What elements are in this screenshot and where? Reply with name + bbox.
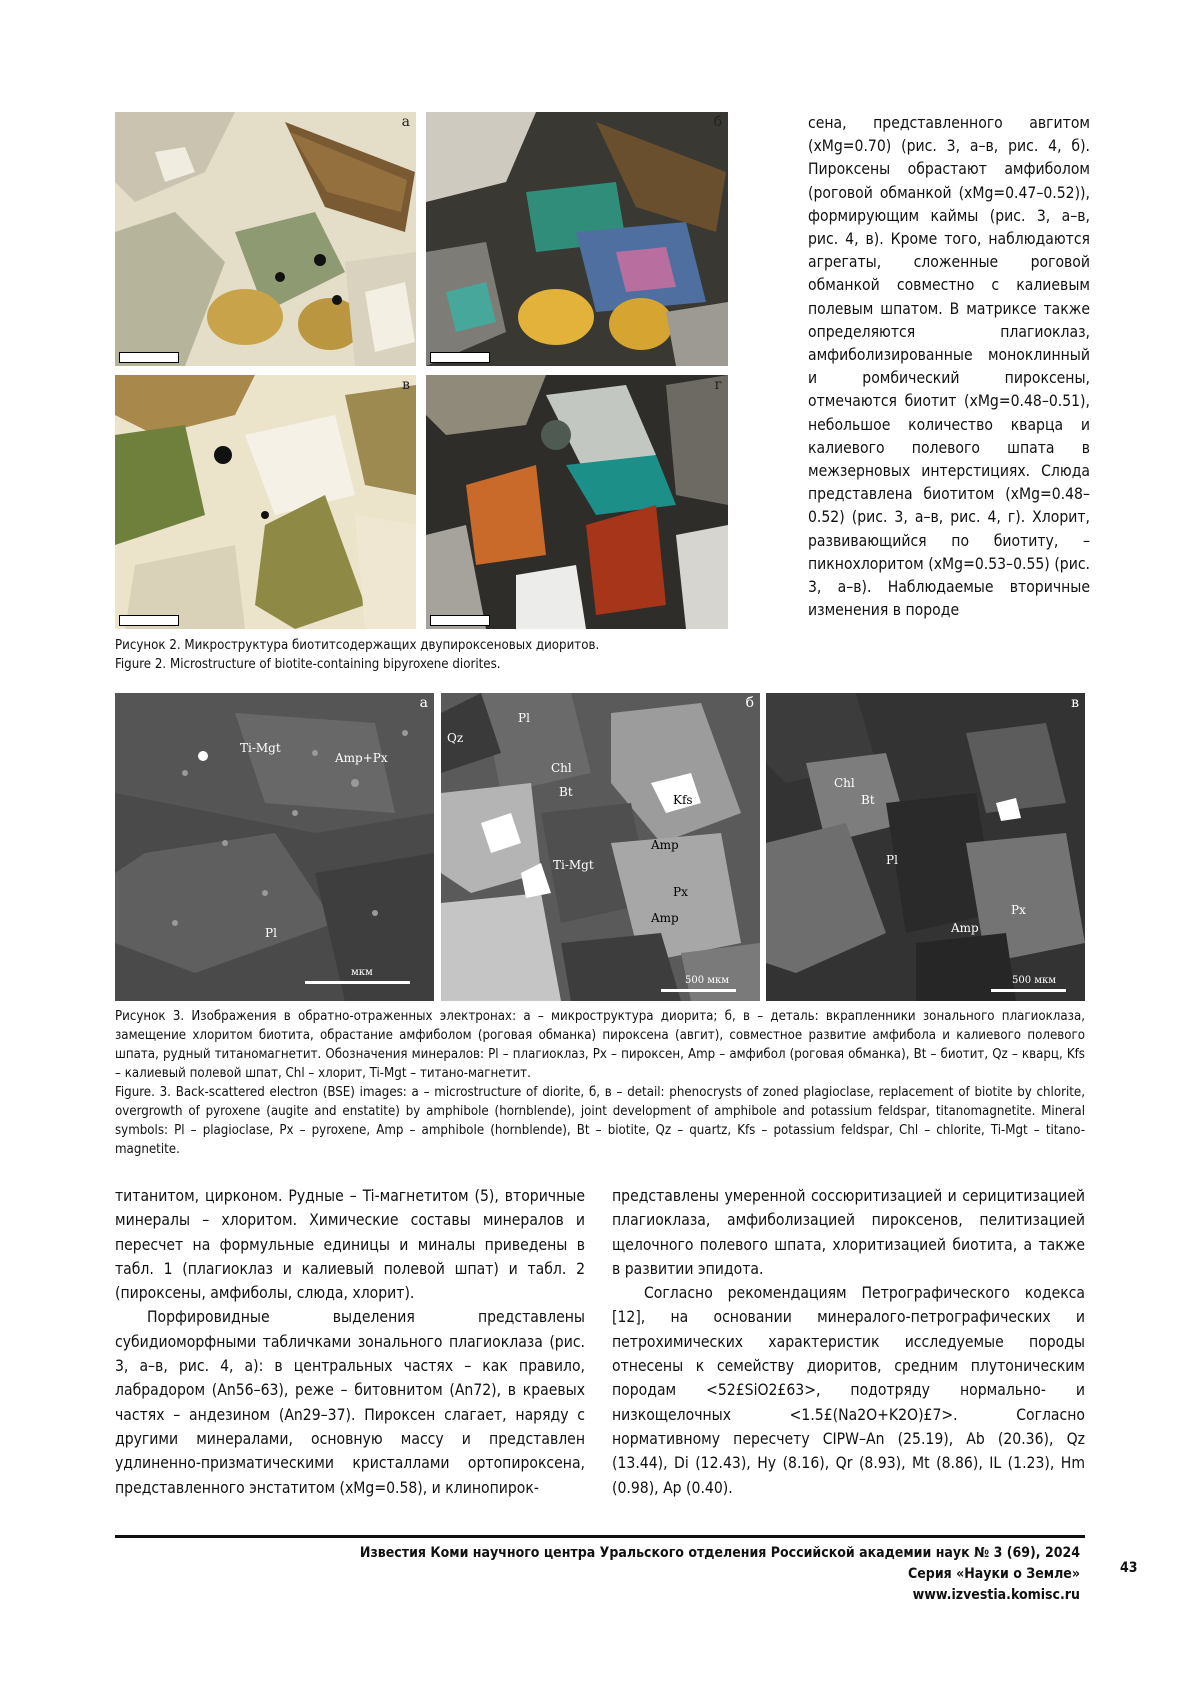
journal-series: Серия «Науки о Земле» <box>908 1566 1080 1582</box>
scale-bar <box>119 352 179 363</box>
body-right-column <box>612 1184 1085 1500</box>
scale-label: 500 мкм <box>1012 975 1057 986</box>
panel-letter-b: б <box>745 695 754 711</box>
fig3-panel-a <box>115 693 434 1001</box>
label-pl: Pl <box>886 853 898 867</box>
body-left-paragraph-2: Порфировидные выделения представлены субидиоморфными табличками зонального плагиоклаза (рис. 3, а–в, рис. 4, а): в центральных частях – как правило, лабрадором (An56–63), реже – битовнитом (An72), в краевых частях – андезином (An29–37). Пироксен слагает, наряду с другими минералами, основную массу и представлен удлиненно-призматическими кристаллами ортопироксена, представленного энстатитом (xMg=0.58), и клинопирок- <box>115 1308 585 1497</box>
fig3-panel-c <box>766 693 1085 1001</box>
body-right-paragraph-2: Согласно рекомендациям Петрографического кодекса [12], на основании минералого-петрографических и петрохимических характеристик исследуемые породы отнесены к семейству диоритов, средним плутоническим породам <52£SiO2£63>, подотряду нормально- и низкощелочных <1.5£(Na2O+K2O)£7>. Согласно нормативному пересчету CIPW–An (25.19), Ab (20.36), Qz (13.44), Di (12.43), Hy (8.16), Qr (8.93), Mt (8.86), IL (1.23), Hm (0.98), Ap (0.40). <box>612 1284 1085 1497</box>
label-chl: Chl <box>551 761 572 775</box>
fig2-panel-c <box>115 375 416 629</box>
fig2-panel-a <box>115 112 416 366</box>
panel-letter-a: а <box>401 114 410 130</box>
scale-bar <box>991 989 1066 992</box>
figure3-caption <box>115 1007 1085 1159</box>
label-qz: Qz <box>447 731 464 745</box>
label-kfs: Kfs <box>673 793 693 807</box>
figure3-caption-en: Figure. 3. Back-scattered electron (BSE) images: а – microstructure of diorite, б, в – detail: phenocrysts of zoned plagioclase, replacement of biotite by chlorite, overgrowth of pyroxene (augite and enstatite) by amphibole (hornblende), joint development of amphibole and potassium feldspar, titanomagnetite. Mineral symbols: Pl – plagioclase, Px – pyroxene, Amp – amphibole (hornblende), Bt – biotite, Qz – quartz, Kfs – potassium feldspar, Chl – chlorite, Ti-Mgt – titano-magnetite. <box>115 1085 1085 1157</box>
label-pl: Pl <box>518 711 530 725</box>
right-column-paragraph: сена, представленного авгитом (xMg=0.70) (рис. 3, а–в, рис. 4, б). Пироксены обрастают амфиболом (роговой обманкой (xMg=0.47–0.52)), формирующим каймы (рис. 3, а–в, рис. 4, в). Кроме того, наблюдаются агрегаты, сложенные роговой обманкой совместно с калиевым полевым шпатом. В матриксе также определяются плагиоклаз, амфиболизированные моноклинный и ромбический пироксены, отмечаются биотит (xMg=0.48–0.51), небольшое количество кварца и калиевого полевого шпата в межзерновых интерстициях. Слюда представлена биотитом (xMg=0.48–0.52) (рис. 3, а–в, рис. 4, г). Хлорит, развивающийся по биотиту, – пикнохлоритом (xMg=0.53–0.55) (рис. 3, а–в). Наблюдаемые вторичные изменения в породе <box>808 114 1090 620</box>
journal-url[interactable]: www.izvestia.komisc.ru <box>912 1587 1080 1603</box>
label-ti-mgt: Ti-Mgt <box>240 741 281 755</box>
scale-label: 500 мкм <box>685 975 730 986</box>
scale-bar <box>430 615 490 626</box>
figure2-caption <box>115 636 805 674</box>
fig3-panel-b <box>441 693 760 1001</box>
label-pl: Pl <box>265 926 277 940</box>
label-ti-mgt: Ti-Mgt <box>553 858 594 872</box>
scale-bar <box>119 615 179 626</box>
page-number: 43 <box>1120 1560 1138 1576</box>
figure3-caption-ru: Рисунок 3. Изображения в обратно-отраженных электронах: а – микроструктура диорита; б, в – деталь: вкрапленники зонального плагиоклаза, замещение хлоритом биотита, обрастание амфиболом (роговая обманка) пироксена (авгит), совместное развитие амфибола и калиевого полевого шпата, рудный титаномагнетит. Обозначения минералов: Pl – плагиоклаз, Px – пироксен, Amp – амфибол (роговая обманка), Bt – биотит, Qz – кварц, Kfs – калиевый полевой шпат, Chl – хлорит, Ti-Mgt – титано-магнетит. <box>115 1009 1085 1081</box>
panel-letter-c: в <box>1071 695 1079 711</box>
label-amp: Amp <box>651 911 679 925</box>
figure2-caption-en: Figure 2. Microstructure of biotite-containing bipyroxene diorites. <box>115 657 501 672</box>
body-left-paragraph-1: титанитом, цирконом. Рудные – Ti-магнетитом (5), вторичные минералы – хлоритом. Химические составы минералов и пересчет на формульные единицы и миналы приведены в табл. 1 (плагиоклаз и калиевый полевой шпат) и табл. 2 (пироксены, амфиболы, слюда, хлорит). <box>115 1187 585 1303</box>
journal-footer <box>360 1543 1080 1606</box>
label-amp: Amp <box>651 838 679 852</box>
label-px: Px <box>1011 903 1026 917</box>
panel-letter-b: б <box>713 114 722 130</box>
body-right-paragraph-1: представлены умеренной соссюритизацией и серицитизацией плагиоклаза, амфиболизацией пироксенов, пелитизацией щелочного полевого шпата, хлоритизацией биотита, а также в развитии эпидота. <box>612 1187 1085 1278</box>
right-column-text <box>808 112 1090 622</box>
label-bt: Bt <box>861 793 875 807</box>
panel-letter-d: г <box>714 377 722 393</box>
fig2-panel-b <box>426 112 728 366</box>
panel-letter-a: а <box>419 695 428 711</box>
label-chl: Chl <box>834 776 855 790</box>
footer-divider <box>115 1535 1085 1538</box>
scale-bar <box>305 981 410 984</box>
scale-label: мкм <box>351 967 373 978</box>
scale-bar <box>430 352 490 363</box>
label-bt: Bt <box>559 785 573 799</box>
scale-bar <box>661 989 736 992</box>
fig2-panel-d <box>426 375 728 629</box>
figure2-caption-ru: Рисунок 2. Микроструктура биотитсодержащих двупироксеновых диоритов. <box>115 638 600 653</box>
label-px: Px <box>673 885 688 899</box>
label-amp: Amp <box>951 921 979 935</box>
journal-title: Известия Коми научного центра Уральского отделения Российской академии наук № 3 (69), 2024 <box>359 1545 1080 1561</box>
label-amp-px: Amp+Px <box>335 751 388 765</box>
body-left-column <box>115 1184 585 1500</box>
panel-letter-c: в <box>402 377 410 393</box>
